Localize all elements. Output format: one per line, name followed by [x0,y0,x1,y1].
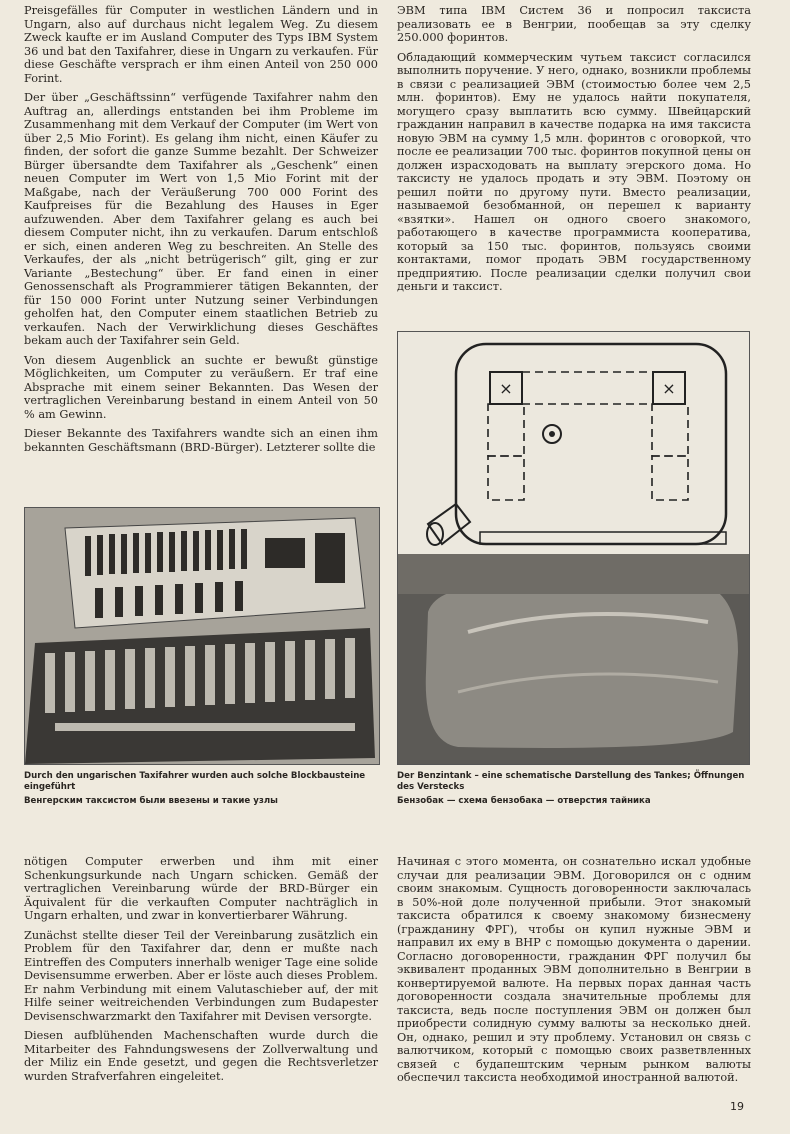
russian-text-bottom [397,855,751,1091]
svg-text:×: × [499,379,513,398]
german-text-bottom [24,855,378,1089]
svg-text:×: × [662,379,676,398]
paragraph: nötigen Computer erwerben und ihm mit einer Schenkungsurkunde nach Ungarn schicken. Gemäß der vertraglichen Vereinbarung würde der BRD-Bürger ein Äquivalent für die verkauften Computer nachträglich in Ungarn erhalten, und zwar in konvertierbarer Währung. [24,855,378,922]
paragraph: ЭВМ типа IBM Систем 36 и попросил таксиста реализовать ее в Венгрии, пообещав за эту сделку 250.000 форинтов. [397,4,751,44]
paragraph: Zunächst stellte dieser Teil der Vereinbarung zusätzlich ein Problem für den Taxifahrer dar, denn er mußte nach Eintreffen des Computers innerhalb weniger Tage eine solide Devisensumme erwerben. Aber er löste auch dieses Problem. Er nahm Verbindung mit einem Valutaschieber auf, der mit Hilfe seiner weitreichenden Verbindungen zum Budapester Devisenschwarzmarkt den Taxifahrer mit Devisen versorgte. [24,928,378,1023]
german-text-top [24,4,378,460]
circuit-boards-photo [24,507,380,765]
right-figure-caption [397,771,753,810]
paragraph: Preisgefälles für Computer in westlichen Ländern und in Ungarn, also auf durchaus nicht legalem Weg. Zu diesem Zweck kaufte er im Ausland Computer des Typs IBM System 36 und bat den Taxifahrer, diese in Ungarn zu verkaufen. Für diese Geschäfte versprach er ihm einen Anteil von 250 000 Forint. [24,4,378,85]
paragraph: Начиная с этого момента, он сознательно искал удобные случаи для реализации ЭВМ. Договорился он с одним своим знакомым. Сущность договоренности заключалась в 50%-ной доле полученной прибыли. Этот знакомый таксиста обратился к своему знакомому бизнесмену (гражданину ФРГ), чтобы он купил нужные ЭВМ и направил их ему в ВНР с помощью документа о дарении. Согласно договоренности, гражданин ФРГ получил бы эквивалент проданных ЭВМ дополнительно в Венгрии в конвертируемой валюте. На первых порах данная часть договоренности создала значительные проблемы для таксиста, ведь после поступления ЭВМ он должен был приобрести солидную сумму валюты за несколько дней. Он, однако, решил и эту проблему. Установил он связь с валютчиком, который с помощью своих разветвленных связей с будапештским черным рынком валюты обеспечил таксиста необходимой иностранной валютой. [397,855,751,1084]
caption-russian: Бензобак — схема бензобака — отверстия тайника [397,796,651,806]
russian-text-top [397,4,751,300]
page-number: 19 [730,1100,744,1113]
caption-german: Der Benzintank – eine schematische Darstellung des Tankes; Öffnungen des Verstecks [397,771,745,792]
paragraph: Dieser Bekannte des Taxifahrers wandte sich an einen ihm bekannten Geschäftsmann (BRD-Bürger). Letzterer sollte die [24,427,378,454]
fuel-tank-figure [397,331,750,765]
paragraph: Diesen aufblühenden Machenschaften wurde durch die Mitarbeiter des Fahndungswesens der Zollverwaltung und der Miliz ein Ende gesetzt, und gegen die Rechtsverletzer wurden Strafverfahren eingeleitet. [24,1029,378,1083]
left-figure-caption [24,771,380,810]
caption-german: Durch den ungarischen Taxifahrer wurden auch solche Blockbausteine eingeführt [24,771,366,792]
paragraph: Обладающий коммерческим чутьем таксист согласился выполнить поручение. У него, однако, возникли проблемы в связи с реализацией ЭВМ (стоимостью более чем 2,5 млн. форинтов). Ему не удалось найти покупателя, могущего сразу выплатить всю сумму. Швейцарский гражданин направил в качестве подарка на имя таксиста новую ЭВМ на сумму 1,5 млн. форинтов с оговоркой, что после ее реализации 700 тыс. форинтов покупной цены он должен израсходовать на выплату эгерского дома. Но таксисту не удалось продать и эту ЭВМ. Поэтому он решил пойти по другому пути. Вместо реализации, называемой безобманной, он перешел к варианту «взятки». Нашел он одного своего знакомого, работающего в качестве программиста кооператива, который за 150 тыс. форинтов, пользуясь своими контактами, помог продать ЭВМ государственному предприятию. После реализации сделки получил свои деньги и таксист. [397,50,751,293]
caption-russian: Венгерским таксистом были ввезены и такие узлы [24,796,278,806]
paragraph: Von diesem Augenblick an suchte er bewußt günstige Möglichkeiten, um Computer zu veräußern. Er traf eine Absprache mit einem seiner Bekannten. Das Wesen der vertraglichen Vereinbarung bestand in einem Anteil von 50 % am Gewinn. [24,353,378,421]
paragraph: Der über „Geschäftssinn“ verfügende Taxifahrer nahm den Auftrag an, allerdings entstanden bei ihm Probleme im Zusammenhang mit dem Verkauf der Computer (im Wert von über 2,5 Mio Forint). Es gelang ihm nicht, einen Käufer zu finden, der sofort die ganze Summe bezahlt. Der Schweizer Bürger übersandte dem Taxifahrer als „Geschenk“ einen neuen Computer im Wert von 1,5 Mio Forint mit der Maßgabe, nach der Veräußerung 700 000 Forint des Kaufpreises für die Bezahlung des Hauses in Eger aufzuwenden. Aber dem Taxifahrer gelang es auch bei diesem Computer nicht, ihn zu verkaufen. Darum entschloß er sich, einen anderen Weg zu beschreiten. An Stelle des Verkaufes, der als „nicht betrügerisch“ gilt, ging er zur Variante „Bestechung“ über. Er fand einen in einer Genossenschaft als Programmierer tätigen Bekannten, der für 150 000 Forint unter Nutzung seiner Verbindungen geholfen hat, den Computer einem staatlichen Betrieb zu verkaufen. Nach der Verwirklichung dieses Geschäftes bekam auch der Taxifahrer sein Geld. [24,91,378,347]
